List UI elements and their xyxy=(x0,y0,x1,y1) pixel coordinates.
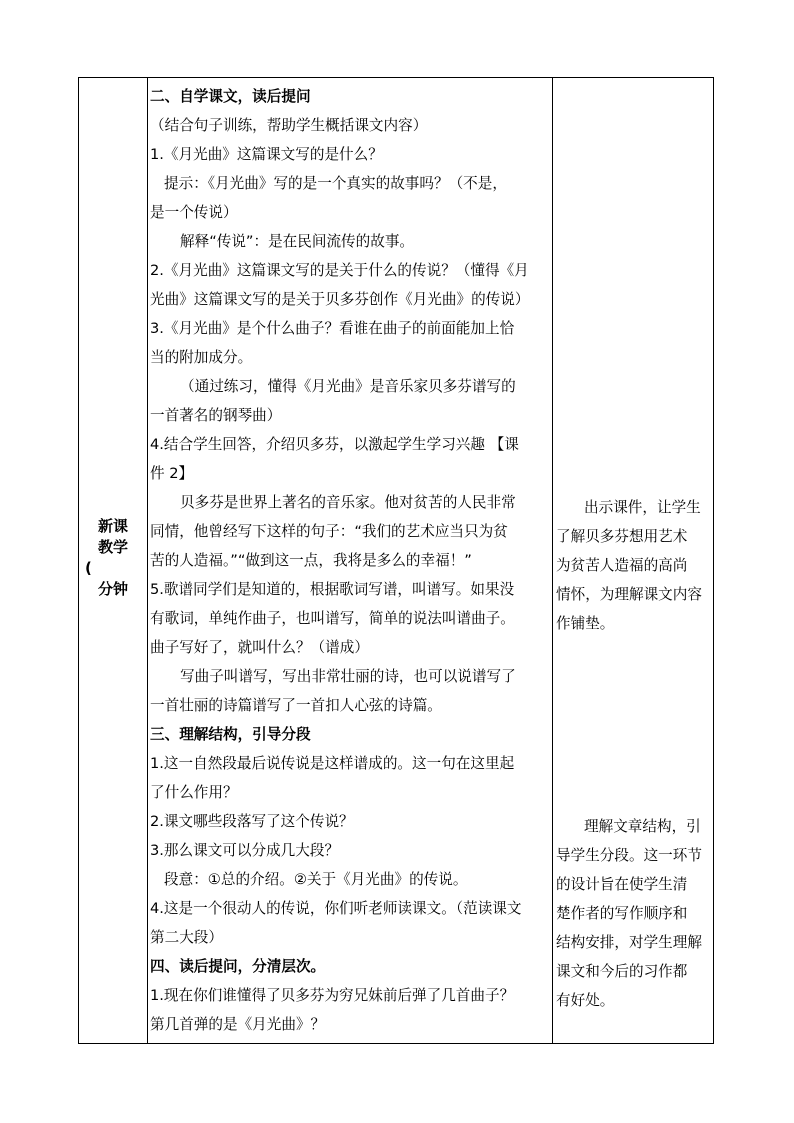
content-line: 2.课文哪些段落写了这个传说？ xyxy=(150,813,354,830)
content-line: 了什么作用？ xyxy=(150,784,238,801)
content-line: 3.《月光曲》是个什么曲子？看谁在曲子的前面能加上恰 xyxy=(150,320,515,337)
content-line: 贝多芬是世界上著名的音乐家。他对贫苦的人民非常 xyxy=(180,494,516,511)
content-line: 第几首弹的是《月光曲》？ xyxy=(150,1016,326,1033)
content-line: 第二大段） xyxy=(150,929,223,946)
design-note-line: 理解文章结构，引 xyxy=(584,818,701,835)
content-line: 2.《月光曲》这篇课文写的是关于什么的传说？（懂得《月 xyxy=(150,262,529,279)
content-line: 当的附加成分。 xyxy=(150,349,253,366)
content-line: 光曲》这篇课文写的是关于贝多芬创作《月光曲》的传说） xyxy=(150,291,530,308)
content-line: （结合句子训练，帮助学生概括课文内容） xyxy=(150,117,428,134)
content-line: （通过练习，懂得《月光曲》是音乐家贝多芬谱写的 xyxy=(180,378,516,395)
teaching-content-cell xyxy=(150,82,551,1039)
content-line: 一首著名的钢琴曲） xyxy=(150,407,282,424)
content-line: 1.这一自然段最后说传说是这样谱成的。这一句在这里起 xyxy=(150,755,515,772)
section-heading: 二、自学课文，读后提问 xyxy=(150,88,311,105)
design-note-line: 楚作者的写作顺序和 xyxy=(556,905,688,922)
content-line: 解释“传说”：是在民间流传的故事。 xyxy=(180,233,415,250)
design-note-line: 结构安排，对学生理解 xyxy=(556,934,702,951)
design-note xyxy=(556,493,714,638)
section-label-line: 教学 xyxy=(97,538,128,556)
section-heading: 三、理解结构，引导分段 xyxy=(150,726,311,743)
section-label-line: 分钟 xyxy=(97,580,128,598)
content-line: 1.现在你们谁懂得了贝多芬为穷兄妹前后弹了几首曲子？ xyxy=(150,987,515,1004)
design-note-line: 出示课件，让学生 xyxy=(584,499,701,516)
design-note-line: 情怀，为理解课文内容 xyxy=(556,586,702,603)
content-line: 是一个传说） xyxy=(150,204,238,221)
content-line: 有歌词，单纯作曲子，也叫谱写，简单的说法叫谱曲子。 xyxy=(150,610,515,627)
content-line: 曲子写好了，就叫什么？（谱成） xyxy=(150,639,369,656)
design-note-line: 有好处。 xyxy=(556,992,615,1009)
lesson-table xyxy=(78,77,714,1044)
content-line: 提示：《月光曲》写的是一个真实的故事吗？（不是， xyxy=(164,175,507,192)
design-notes-cell xyxy=(556,78,714,1043)
design-note-line: 导学生分段。这一环节 xyxy=(556,847,702,864)
content-line: 5.歌谱同学们是知道的，根据歌词写谱，叫谱写。如果没 xyxy=(150,581,515,598)
content-line: 一首壮丽的诗篇谱写了一首扣人心弦的诗篇。 xyxy=(150,697,442,714)
design-note-line: 了解贝多芬想用艺术 xyxy=(556,528,688,545)
column-divider xyxy=(147,78,148,1043)
section-label-line: ( xyxy=(85,559,92,577)
design-note-line: 作铺垫。 xyxy=(556,615,615,632)
section-heading: 四、读后提问，分清层次。 xyxy=(150,958,326,975)
content-line: 4.这是一个很动人的传说，你们听老师读课文。（范读课文 xyxy=(150,900,522,917)
content-line: 写曲子叫谱写，写出非常壮丽的诗，也可以说谱写了 xyxy=(180,668,516,685)
design-note xyxy=(556,812,714,1015)
section-label-cell xyxy=(79,78,147,1043)
content-line: 苦的人造福。”“做到这一点，我将是多么的幸福！” xyxy=(150,552,472,569)
content-line: 同情，他曾经写下这样的句子：“我们的艺术应当只为贫 xyxy=(150,523,508,540)
content-line: 件 2】 xyxy=(150,465,194,482)
column-divider xyxy=(552,78,553,1043)
section-label-line: 新课 xyxy=(97,517,128,535)
content-line: 4.结合学生回答，介绍贝多芬，以激起学生学习兴趣 【课 xyxy=(150,436,519,453)
content-line: 3.那么课文可以分成几大段？ xyxy=(150,842,340,859)
design-note-line: 课文和今后的习作都 xyxy=(556,963,688,980)
content-line: 1.《月光曲》这篇课文写的是什么？ xyxy=(150,146,383,163)
content-line: 段意：①总的介绍。②关于《月光曲》的传说。 xyxy=(164,871,468,888)
design-note-line: 为贫苦人造福的高尚 xyxy=(556,557,688,574)
design-note-line: 的设计旨在使学生清 xyxy=(556,876,688,893)
section-label xyxy=(79,516,147,600)
